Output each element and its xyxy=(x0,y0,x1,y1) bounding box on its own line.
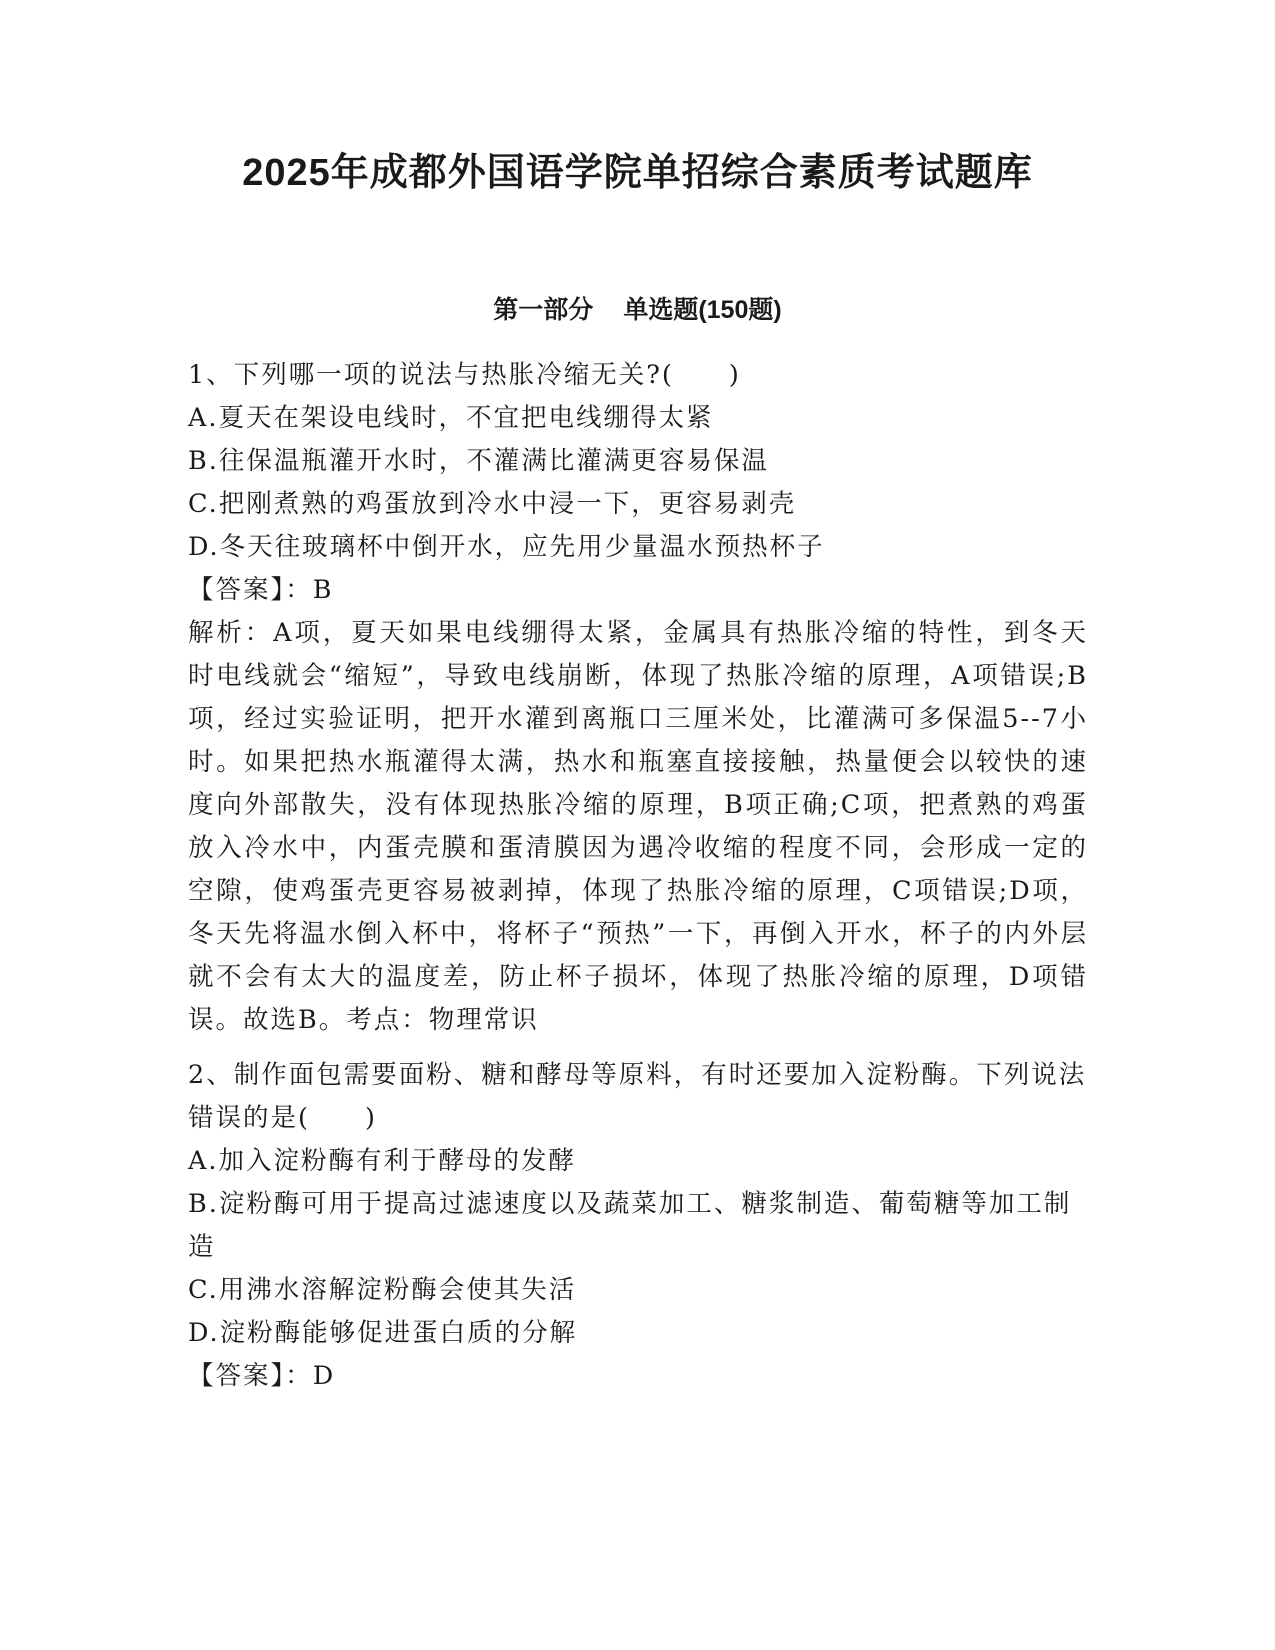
answer: 【答案】：D xyxy=(188,1361,336,1391)
option-d: D.冬天往玻璃杯中倒开水，应先用少量温水预热杯子 xyxy=(188,532,825,562)
answer: 【答案】：B xyxy=(188,575,334,605)
option-c: C.把刚煮熟的鸡蛋放到冷水中浸一下，更容易剥壳 xyxy=(188,489,797,519)
section-part: 第一部分 xyxy=(493,296,594,324)
section-title xyxy=(0,292,1275,328)
analysis: 解析：A项，夏天如果电线绷得太紧，金属具有热胀冷缩的特性，到冬天时电线就会“缩短”，导致电线崩断，体现了热胀冷缩的原理，A项错误;B项，经过实验证明，把开水灌到离瓶口三厘米处，比灌满可多保温5--7小时。如果把热水瓶灌得太满，热水和瓶塞直接接触，热量便会以较快的速度向外部散失，没有体现热胀冷缩的原理，B项正确;C项，把煮熟的鸡蛋放入冷水中，内蛋壳膜和蛋清膜因为遇冷收缩的程度不同，会形成一定的空隙，使鸡蛋壳更容易被剥掉，体现了热胀冷缩的原理，C项错误;D项，冬天先将温水倒入杯中，将杯子“预热”一下，再倒入开水，杯子的内外层就不会有太大的温度差，防止杯子损坏，体现了热胀冷缩的原理，D项错误。故选B。考点：物理常识 xyxy=(188,618,1088,1035)
option-d: D.淀粉酶能够促进蛋白质的分解 xyxy=(188,1318,578,1348)
option-b: B.往保温瓶灌开水时，不灌满比灌满更容易保温 xyxy=(188,446,769,476)
option-c: C.用沸水溶解淀粉酶会使其失活 xyxy=(188,1275,577,1305)
question-stem: 1、下列哪一项的说法与热胀冷缩无关?( ) xyxy=(188,360,741,390)
question-1 xyxy=(188,354,1088,1042)
option-a: A.加入淀粉酶有利于酵母的发酵 xyxy=(188,1146,577,1176)
option-a: A.夏天在架设电线时，不宜把电线绷得太紧 xyxy=(188,403,714,433)
option-b: B.淀粉酶可用于提高过滤速度以及蔬菜加工、糖浆制造、葡萄糖等加工制造 xyxy=(188,1189,1072,1262)
question-list xyxy=(188,354,1088,1410)
question-stem: 2、制作面包需要面粉、糖和酵母等原料，有时还要加入淀粉酶。下列说法错误的是( ) xyxy=(188,1060,1087,1133)
section-name: 单选题(150题) xyxy=(623,296,782,324)
document-title: 2025年成都外国语学院单招综合素质考试题库 xyxy=(242,152,1033,194)
question-2 xyxy=(188,1054,1088,1398)
